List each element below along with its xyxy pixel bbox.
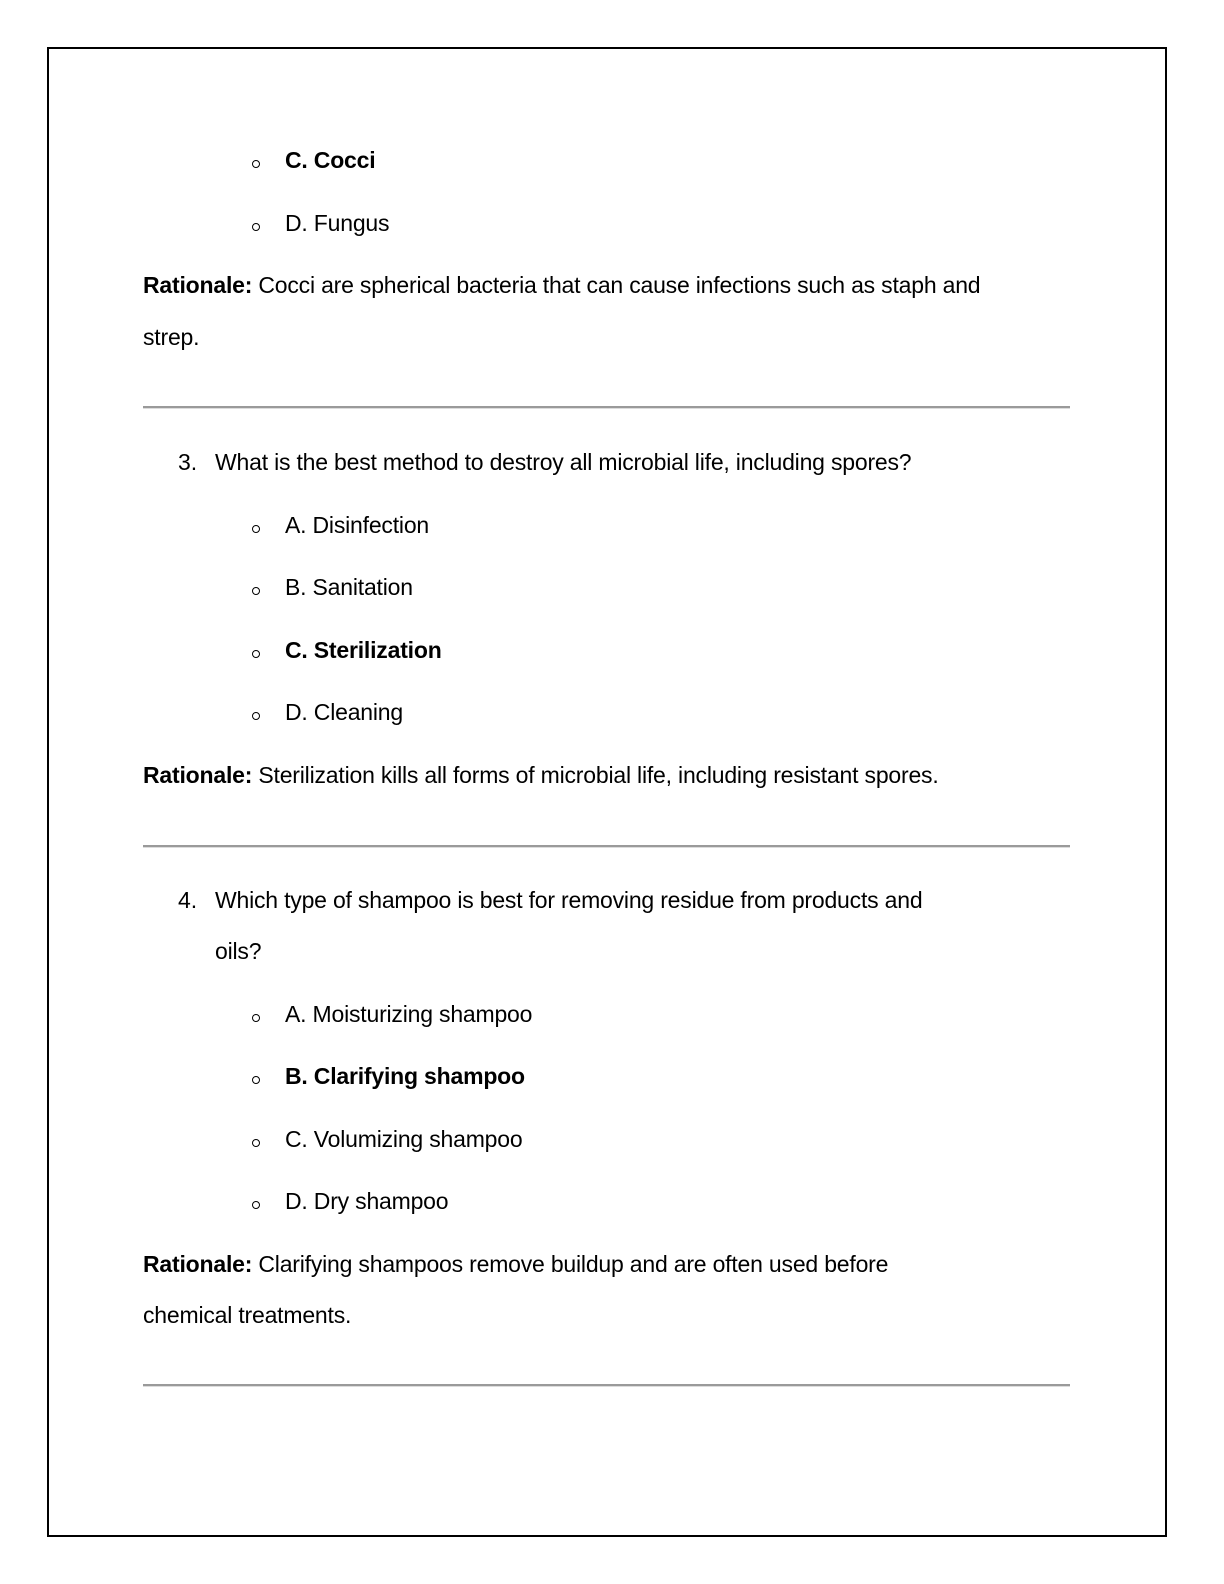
horizontal-rule	[143, 406, 1070, 409]
q3-option-b: B. Sanitation	[285, 574, 413, 600]
rationale-q2-line1	[143, 270, 980, 300]
option-c-cocci: C. Cocci	[285, 147, 376, 173]
question-4-text-line2: oils?	[215, 938, 262, 964]
question-4-number: 4.	[178, 887, 198, 913]
q3-option-a: A. Disinfection	[285, 512, 430, 538]
question-4-text-line1: Which type of shampoo is best for removing residue from products and	[215, 887, 923, 913]
q4-option-a: A. Moisturizing shampoo	[285, 1001, 533, 1027]
bullet-icon	[249, 574, 263, 604]
q3-option-d: D. Cleaning	[285, 699, 403, 725]
bullet-icon	[249, 1063, 263, 1093]
rationale-q3	[143, 760, 939, 790]
q4-option-d: D. Dry shampoo	[285, 1188, 449, 1214]
bullet-icon	[249, 637, 263, 667]
question-3-number: 3.	[178, 449, 198, 475]
option-d-fungus: D. Fungus	[285, 210, 390, 236]
rationale-label: Rationale:	[143, 1251, 253, 1277]
bullet-icon	[249, 1001, 263, 1031]
rationale-label: Rationale:	[143, 272, 253, 298]
question-3-text: What is the best method to destroy all microbial life, including spores?	[215, 449, 912, 475]
rationale-text: Cocci are spherical bacteria that can cause infections such as staph and	[252, 272, 981, 298]
rationale-text: Sterilization kills all forms of microbial life, including resistant spores.	[252, 762, 939, 788]
rationale-label: Rationale:	[143, 762, 253, 788]
q4-option-b-correct: B. Clarifying shampoo	[285, 1063, 525, 1089]
rationale-text: Clarifying shampoos remove buildup and are often used before	[252, 1251, 889, 1277]
bullet-icon	[249, 699, 263, 729]
bullet-icon	[249, 210, 263, 240]
rationale-q4-line1	[143, 1249, 888, 1279]
horizontal-rule	[143, 845, 1070, 848]
bullet-icon	[249, 512, 263, 542]
bullet-icon	[249, 1188, 263, 1218]
bullet-icon	[249, 1126, 263, 1156]
rationale-q4-line2: chemical treatments.	[143, 1302, 352, 1328]
q3-option-c-correct: C. Sterilization	[285, 637, 442, 663]
horizontal-rule	[143, 1384, 1070, 1387]
q4-option-c: C. Volumizing shampoo	[285, 1126, 523, 1152]
bullet-icon	[249, 147, 263, 177]
rationale-q2-line2: strep.	[143, 324, 200, 350]
